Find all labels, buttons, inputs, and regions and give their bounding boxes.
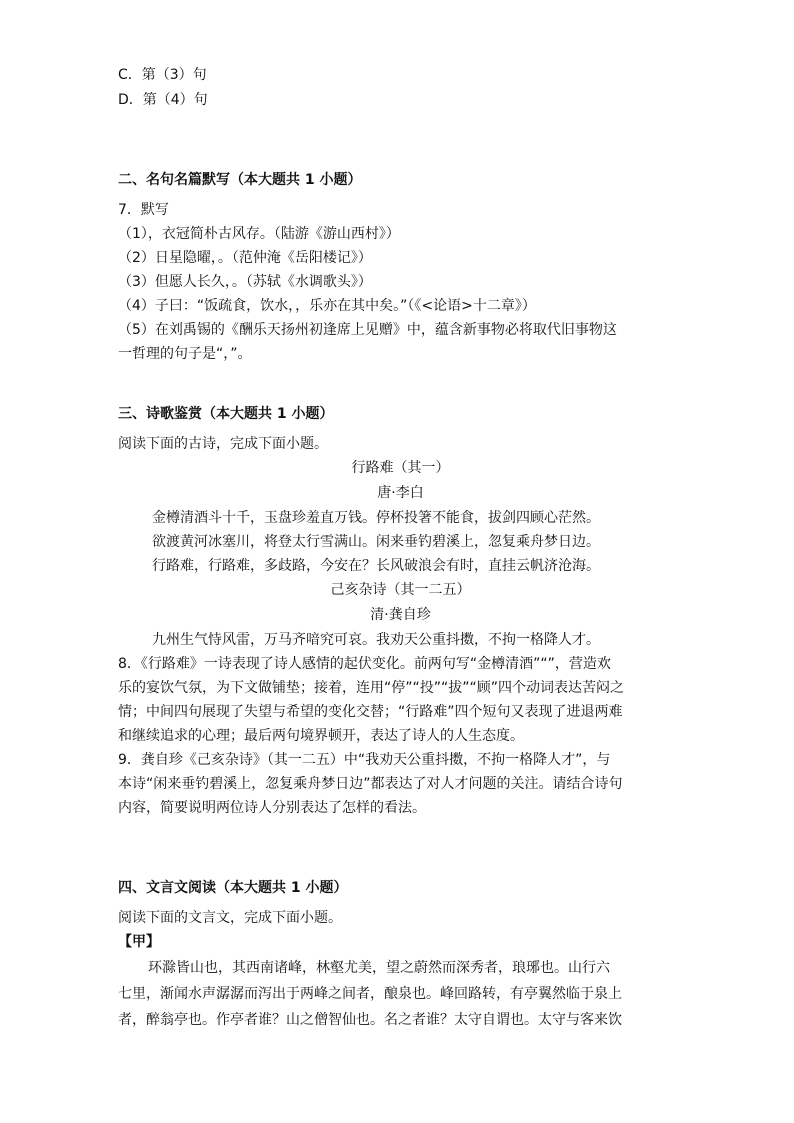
question-9-line: 内容，简要说明两位诗人分别表达了怎样的看法。: [118, 800, 426, 816]
q7-item-5: （5）在刘禹锡的《酬乐天扬州初逢席上见赠》中，蕴含新事物必将取代旧事物这: [118, 322, 617, 338]
passage-line: 环滁皆山也，其西南诸峰，林壑尤美，望之蔚然而深秀者，琅琊也。山行六: [148, 960, 610, 976]
poem-2-author: 清·龚自珍: [370, 607, 431, 623]
poem-1-author: 唐·李白: [377, 485, 424, 501]
question-8-line: 情；中间四句展现了失望与希望的变化交替；“行路难”四个短句又表现了进退两难: [118, 704, 623, 720]
question-8-line: 和继续追求的心理；最后两句境界顿开，表达了诗人的人生态度。: [118, 728, 524, 744]
poem-1-line: 行路难，行路难，多歧路，今安在？长风破浪会有时，直挂云帆济沧海。: [152, 558, 600, 574]
option-c: C．第（3）句: [118, 67, 207, 83]
question-8-line: 8．《行路难》一诗表现了诗人感情的起伏变化。前两句写“金樽清酒”“”，营造欢: [118, 656, 611, 672]
passage-line: 七里，渐闻水声潺潺而泻出于两峰之间者，酿泉也。峰回路转，有亭翼然临于泉上: [118, 986, 622, 1002]
question-7-title: 7．默写: [118, 202, 169, 218]
poem-2-title: 己亥杂诗（其一二五）: [330, 582, 471, 598]
poem-2-line: 九州生气恃风雷，万马齐喑究可哀。我劝天公重抖擞，不拘一格降人才。: [152, 632, 600, 648]
poem-1-line: 金樽清酒斗十千，玉盘珍羞直万钱。停杯投箸不能食，拔剑四顾心茫然。: [152, 510, 600, 526]
passage-label: 【甲】: [118, 934, 160, 950]
section-heading-4: 四、文言文阅读（本大题共 1 小题）: [118, 880, 348, 896]
question-9-line: 9．龚自珍《己亥杂诗》（其一二五）中“我劝天公重抖擞，不拘一格降人才”，与: [118, 752, 611, 768]
passage-line: 者，醉翁亭也。作亭者谁？山之僧智仙也。名之者谁？太守自谓也。太守与客来饮: [118, 1012, 622, 1028]
q7-item-5-cont: 一哲理的句子是“，”。: [118, 346, 252, 362]
question-9-line: 本诗“闲来垂钓碧溪上，忽复乘舟梦日边”都表达了对人才问题的关注。请结合诗句: [118, 776, 623, 792]
poem-1-line: 欲渡黄河冰塞川，将登太行雪满山。闲来垂钓碧溪上，忽复乘舟梦日边。: [152, 534, 600, 550]
section-3-intro: 阅读下面的古诗，完成下面小题。: [118, 436, 328, 452]
question-8-line: 乐的宴饮气氛，为下文做铺垫；接着，连用“停”“投”“拔”“顾”四个动词表达苦闷之: [118, 680, 625, 696]
option-d: D．第（4）句: [118, 92, 208, 108]
section-4-intro: 阅读下面的文言文，完成下面小题。: [118, 910, 342, 926]
q7-item-2: （2）日星隐曜，。（范仲淹《岳阳楼记》）: [118, 250, 372, 266]
q7-item-1: （1），衣冠简朴古风存。（陆游《游山西村》）: [118, 226, 400, 242]
poem-1-title: 行路难（其一）: [351, 460, 450, 476]
section-heading-2: 二、名句名篇默写（本大题共 1 小题）: [118, 172, 362, 188]
section-heading-3: 三、诗歌鉴赏（本大题共 1 小题）: [118, 406, 334, 422]
q7-item-3: （3）但愿人长久，。（苏轼《水调歌头》）: [118, 274, 372, 290]
q7-item-4: （4）子曰：“饭疏食，饮水，，乐亦在其中矣。”（《<论语>十二章》）: [118, 298, 536, 314]
